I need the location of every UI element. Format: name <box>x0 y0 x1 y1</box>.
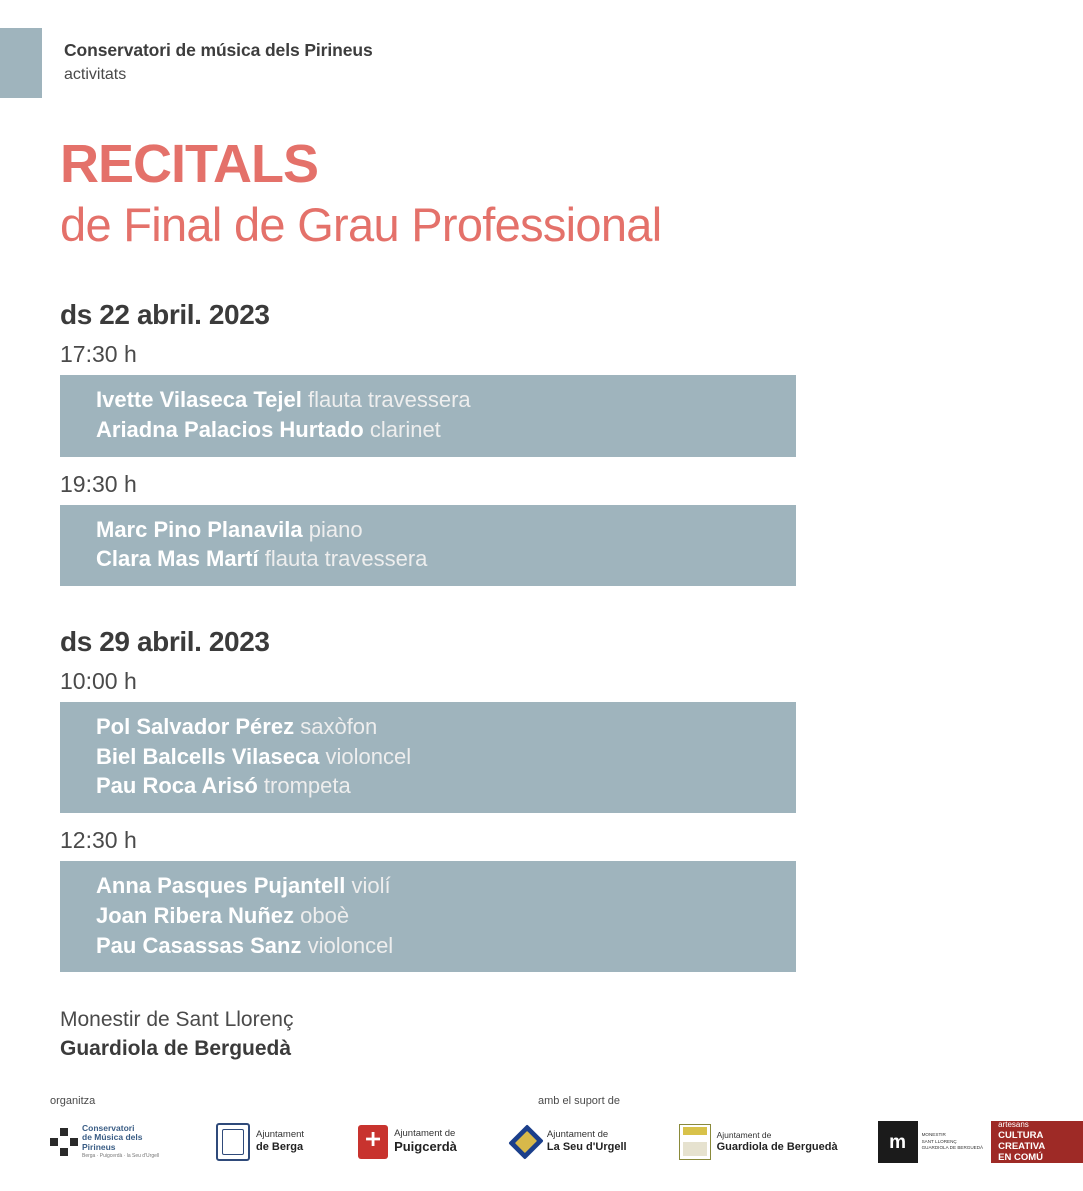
performer-name: Joan Ribera Nuñez <box>96 902 295 928</box>
session-performers <box>60 702 796 813</box>
conservatori-logo-text <box>82 1124 159 1160</box>
artesans-mark <box>991 1121 1083 1163</box>
conservatori-mark-icon <box>50 1128 78 1156</box>
performer-name: Marc Pino Planavila <box>96 516 303 542</box>
performer-name: Pau Roca Arisó <box>96 773 258 799</box>
berga-shield-icon <box>216 1123 250 1161</box>
organization-title: Conservatori de música dels Pirineus <box>64 40 373 60</box>
puigcerda-logo-text <box>394 1129 457 1155</box>
performer-name: Anna Pasques Pujantell <box>96 873 346 899</box>
list-item <box>96 931 796 961</box>
day-date: ds 22 abril. 2023 <box>60 299 270 331</box>
day-block <box>60 299 796 586</box>
performer-instrument: oboè <box>300 902 350 928</box>
la-seu-line-2: La Seu d'Urgell <box>546 1141 627 1154</box>
logo-conservatori <box>50 1119 162 1165</box>
list-item <box>96 871 796 901</box>
page-header <box>0 0 842 98</box>
schedule-list <box>0 299 842 972</box>
list-item <box>96 415 796 445</box>
logo-ajuntament-de-la-seu-durgell <box>511 1119 627 1165</box>
page-subtitle: de Final de Grau Professional <box>60 197 662 251</box>
guardiola-line-1: Ajuntament de <box>716 1129 772 1140</box>
conservatori-cities: Berga · Puigcerdà · la Seu d'Urgell <box>82 1153 160 1160</box>
logo-ajuntament-de-guardiola-de-bergueda <box>679 1119 838 1165</box>
footer-labels <box>50 1095 802 1111</box>
list-item <box>96 712 796 742</box>
conservatori-line-1: Conservatori <box>82 1122 135 1133</box>
label-amb-el-suport-de: amb el suport de <box>538 1095 620 1107</box>
session-time: 12:30 h <box>60 827 137 854</box>
header-text-block <box>42 28 373 85</box>
performer-name: Ariadna Palacios Hurtado <box>96 417 364 442</box>
conservatori-line-2: de Música dels <box>82 1132 143 1143</box>
puigcerda-shield-icon <box>358 1125 388 1159</box>
session <box>60 827 796 972</box>
list-item <box>96 742 796 772</box>
session-performers <box>60 861 796 972</box>
day-date: ds 29 abril. 2023 <box>60 626 270 658</box>
la-seu-line-1: Ajuntament de <box>546 1129 609 1141</box>
puigcerda-line-2: Puigcerdà <box>394 1138 457 1154</box>
performer-name: Ivette Vilaseca Tejel <box>96 387 302 413</box>
performer-instrument: trompeta <box>263 773 351 799</box>
session <box>60 668 796 813</box>
artesans-line-3: CREATIVA <box>998 1141 1046 1153</box>
logo-row <box>50 1119 1046 1165</box>
performer-instrument: clarinet <box>369 417 441 442</box>
list-item <box>96 771 796 801</box>
puigcerda-line-1: Ajuntament de <box>394 1128 456 1140</box>
session-time: 10:00 h <box>60 668 137 695</box>
venue-block <box>0 1006 842 1063</box>
venue-name: Monestir de Sant Llorenç <box>60 1008 294 1032</box>
berga-line-1: Ajuntament <box>256 1129 305 1141</box>
header-color-swatch <box>0 28 42 98</box>
poster-title-block <box>0 136 842 251</box>
monestir-line-2: SANT LLORENÇ <box>921 1138 957 1144</box>
performer-instrument: flauta travessera <box>264 546 428 572</box>
performer-instrument: violoncel <box>307 932 394 958</box>
logo-monestir-sant-llorenc <box>878 1119 984 1165</box>
performer-name: Pol Salvador Pérez <box>96 714 295 740</box>
session-time: 17:30 h <box>60 341 137 368</box>
list-item <box>96 544 796 574</box>
session <box>60 471 796 586</box>
guardiola-line-2: Guardiola de Berguedà <box>716 1140 838 1153</box>
monestir-mark-icon <box>878 1121 918 1163</box>
performer-name: Pau Casassas Sanz <box>96 932 302 958</box>
monestir-line-3: GUARDIOLA DE BERGUEDÀ <box>921 1145 984 1151</box>
label-organitza: organitza <box>50 1095 96 1107</box>
monestir-letter: m <box>889 1131 907 1153</box>
session-performers <box>60 505 796 586</box>
guardiola-shield-icon <box>679 1124 711 1160</box>
session-time: 19:30 h <box>60 470 137 497</box>
logo-ajuntament-de-puigcerda <box>358 1119 457 1165</box>
berga-line-2: de Berga <box>256 1141 304 1154</box>
monestir-line-1: MONESTIR <box>921 1132 946 1138</box>
page-title: RECITALS <box>60 134 318 194</box>
la-seu-shield-icon <box>508 1124 543 1159</box>
performer-instrument: piano <box>308 516 363 542</box>
venue-city: Guardiola de Berguedà <box>60 1036 292 1060</box>
performer-name: Biel Balcells Vilaseca <box>96 743 320 769</box>
list-item <box>96 901 796 931</box>
artesans-line-2: CULTURA <box>998 1129 1044 1141</box>
conservatori-line-3: Pirineus <box>82 1141 116 1152</box>
performer-instrument: violí <box>351 873 391 899</box>
organization-subtitle: activitats <box>64 65 127 83</box>
footer <box>0 1095 1046 1165</box>
guardiola-logo-text <box>717 1131 838 1153</box>
artesans-line-1: artesans <box>998 1120 1029 1130</box>
list-item <box>96 515 796 545</box>
artesans-line-4: EN COMÚ <box>998 1152 1043 1164</box>
session <box>60 341 796 456</box>
performer-instrument: flauta travessera <box>308 387 471 413</box>
list-item <box>96 385 796 415</box>
logo-artesans-cultura-creativa <box>991 1119 1083 1165</box>
logo-ajuntament-de-berga <box>216 1119 304 1165</box>
performer-instrument: saxòfon <box>300 714 378 740</box>
berga-logo-text <box>256 1130 304 1154</box>
la-seu-logo-text <box>547 1130 627 1154</box>
performer-instrument: violoncel <box>325 743 412 769</box>
day-block <box>60 626 796 972</box>
monestir-logo-text <box>922 1132 984 1151</box>
session-performers <box>60 375 796 456</box>
performer-name: Clara Mas Martí <box>96 546 259 572</box>
